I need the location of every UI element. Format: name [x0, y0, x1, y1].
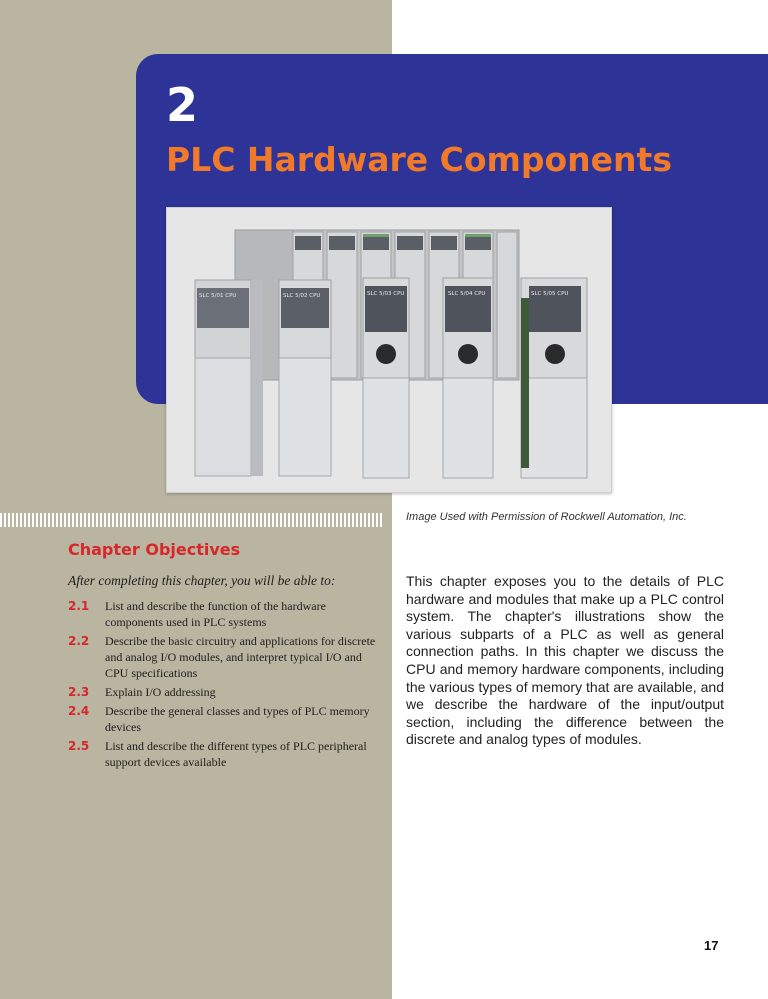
objective-number: 2.3: [68, 685, 90, 699]
objective-item: [68, 738, 382, 770]
plc-hardware-photo: [166, 207, 612, 493]
objective-number: 2.1: [68, 599, 90, 613]
page-number: 17: [704, 938, 719, 953]
objective-number: 2.5: [68, 739, 90, 753]
module-label-3: SLC 5/03 CPU: [367, 291, 405, 297]
objective-text: Describe the general classes and types of PLC memory devices: [105, 704, 370, 734]
objectives-list: [68, 598, 382, 773]
objective-item: [68, 684, 382, 700]
objective-item: [68, 598, 382, 630]
module-label-2: SLC 5/02 CPU: [283, 293, 321, 299]
objective-text: Explain I/O addressing: [105, 685, 216, 699]
photo-caption: Image Used with Permission of Rockwell Automation, Inc.: [406, 511, 687, 523]
objectives-heading: Chapter Objectives: [68, 540, 241, 559]
chapter-title: PLC Hardware Components: [166, 140, 672, 179]
objectives-intro: After completing this chapter, you will be able to:: [68, 573, 336, 588]
objective-item: [68, 703, 382, 735]
module-label-5: SLC 5/05 CPU: [531, 291, 569, 297]
objective-item: [68, 633, 382, 681]
module-label-1: SLC 5/01 CPU: [199, 293, 237, 299]
module-label-4: SLC 5/04 CPU: [448, 291, 486, 297]
decorative-tick-rule: [0, 513, 382, 527]
objective-text: Describe the basic circuitry and applications for discrete and analog I/O modules, and interpret typical I/O and CPU specifications: [105, 634, 376, 680]
objective-text: List and describe the function of the hardware components used in PLC systems: [105, 599, 326, 629]
objective-number: 2.4: [68, 704, 90, 718]
chapter-intro-paragraph: This chapter exposes you to the details of PLC hardware and modules that make up a PLC control system. The chapter's illustrations show the various subparts of a PLC as well as general connection paths. In this chapter we discuss the CPU and memory hardware components, including the various types of memory that are available, and we describe the hardware of the input/output section, including the difference between the discrete and analog types of modules.: [406, 573, 724, 748]
objective-text: List and describe the different types of PLC peripheral support devices available: [105, 739, 367, 769]
chapter-number: 2: [166, 78, 200, 132]
objective-number: 2.2: [68, 634, 90, 648]
